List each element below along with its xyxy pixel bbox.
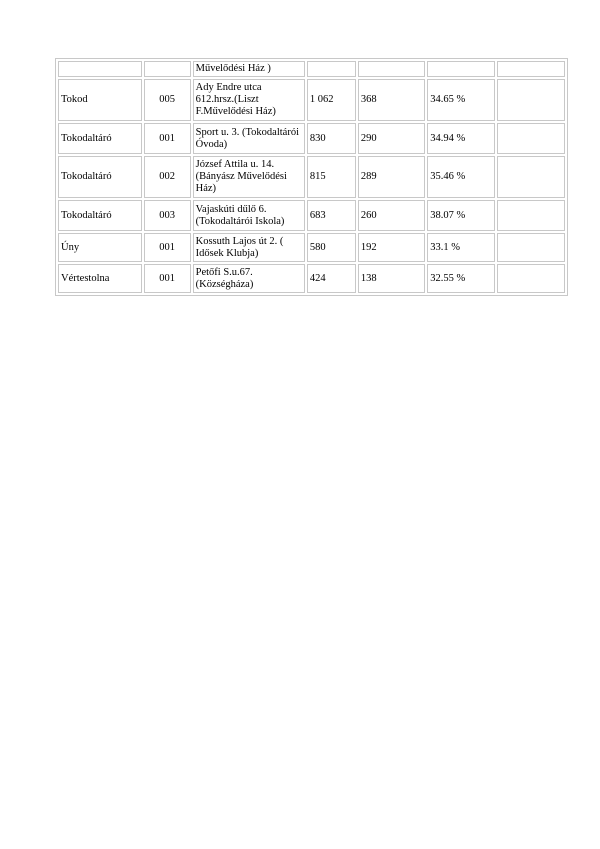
settlement-cell (58, 61, 142, 77)
extra-cell (497, 123, 565, 154)
extra-cell (497, 79, 565, 121)
voters-cell: 424 (307, 264, 356, 293)
settlement-cell: Tokod (58, 79, 142, 121)
district-cell: 003 (144, 200, 191, 231)
district-cell: 002 (144, 156, 191, 198)
table-row (58, 156, 565, 198)
votes-cell: 290 (358, 123, 425, 154)
district-cell: 001 (144, 233, 191, 262)
table-row (58, 79, 565, 121)
table-row (58, 61, 565, 77)
voters-cell: 815 (307, 156, 356, 198)
settlement-cell: Tokodaltáró (58, 156, 142, 198)
table-row (58, 264, 565, 293)
settlement-cell: Vértestolna (58, 264, 142, 293)
voters-cell: 830 (307, 123, 356, 154)
extra-cell (497, 233, 565, 262)
turnout-cell: 38.07 % (427, 200, 494, 231)
address-cell: Sport u. 3. (Tokodaltárói Óvoda) (193, 123, 305, 154)
results-table (55, 58, 568, 296)
table-row (58, 200, 565, 231)
turnout-cell: 35.46 % (427, 156, 494, 198)
turnout-cell: 33.1 % (427, 233, 494, 262)
address-cell: Petőfi S.u.67. (Községháza) (193, 264, 305, 293)
address-cell: Művelődési Ház ) (193, 61, 305, 77)
votes-cell: 138 (358, 264, 425, 293)
extra-cell (497, 264, 565, 293)
settlement-cell: Tokodaltáró (58, 123, 142, 154)
voters-cell: 580 (307, 233, 356, 262)
district-cell: 005 (144, 79, 191, 121)
turnout-cell: 34.65 % (427, 79, 494, 121)
votes-cell: 289 (358, 156, 425, 198)
address-cell: Vajaskúti dűlő 6. (Tokodaltárói Iskola) (193, 200, 305, 231)
voters-cell (307, 61, 356, 77)
settlement-cell: Úny (58, 233, 142, 262)
address-cell: Ady Endre utca 612.hrsz.(Liszt F.Művelődési Ház) (193, 79, 305, 121)
table-row (58, 233, 565, 262)
turnout-cell: 34.94 % (427, 123, 494, 154)
district-cell: 001 (144, 123, 191, 154)
votes-cell: 260 (358, 200, 425, 231)
turnout-cell: 32.55 % (427, 264, 494, 293)
extra-cell (497, 61, 565, 77)
voters-cell: 1 062 (307, 79, 356, 121)
extra-cell (497, 200, 565, 231)
votes-cell (358, 61, 425, 77)
votes-cell: 192 (358, 233, 425, 262)
address-cell: József Attila u. 14. (Bányász Művelődési Ház) (193, 156, 305, 198)
table-row (58, 123, 565, 154)
votes-cell: 368 (358, 79, 425, 121)
district-cell (144, 61, 191, 77)
turnout-cell (427, 61, 494, 77)
district-cell: 001 (144, 264, 191, 293)
voters-cell: 683 (307, 200, 356, 231)
address-cell: Kossuth Lajos út 2. ( Idősek Klubja) (193, 233, 305, 262)
settlement-cell: Tokodaltáró (58, 200, 142, 231)
extra-cell (497, 156, 565, 198)
